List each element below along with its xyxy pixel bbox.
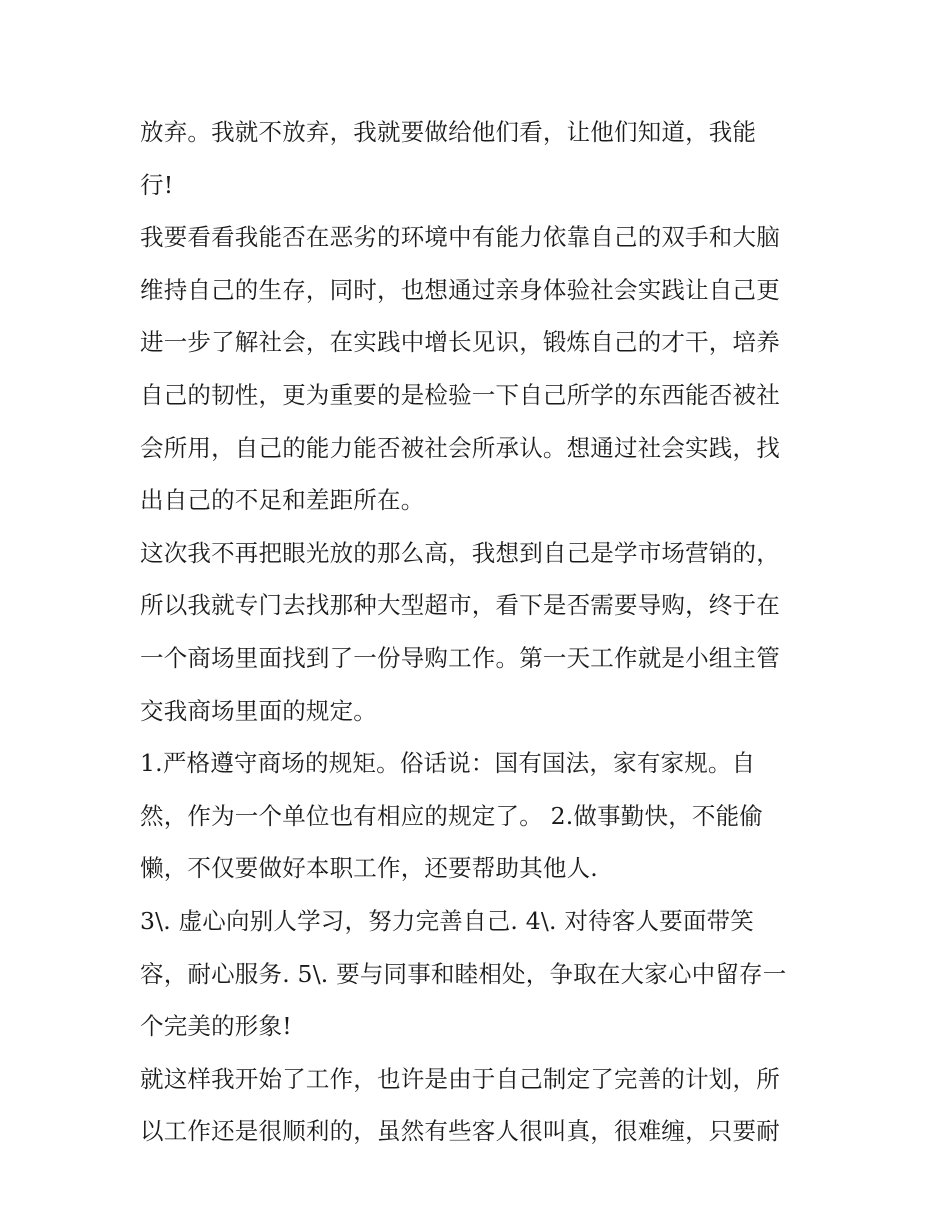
text-line: 这次我不再把眼光放的那么高，我想到自己是学市场营销的， [140,538,780,567]
text-line: 维持自己的生存，同时，也想通过亲身体验社会实践让自己更 [140,275,780,304]
text-line: 自己的韧性，更为重要的是检验一下自己所学的东西能否被社 [140,380,780,409]
text-line: 懒，不仅要做好本职工作，还要帮助其他人. [140,854,598,883]
text-line: 我要看看我能否在恶劣的环境中有能力依靠自己的双手和大脑 [140,223,780,252]
text-line: 1.严格遵守商场的规矩。俗话说：国有国法，家有家规。自 [140,749,756,778]
text-line: 容，耐心服务. 5\. 要与同事和睦相处，争取在大家心中留存一 [140,959,787,988]
text-line: 交我商场里面的规定。 [140,696,377,725]
text-line: 行! [140,170,174,199]
text-line: 就这样我开始了工作，也许是由于自己制定了完善的计划，所 [140,1064,780,1093]
text-line: 一个商场里面找到了一份导购工作。第一天工作就是小组主管 [140,643,780,672]
text-line: 出自己的不足和差距所在。 [140,486,425,515]
text-line: 然，作为一个单位也有相应的规定了。 2.做事勤快，不能偷 [140,801,763,830]
text-line: 放弃。我就不放弃，我就要做给他们看，让他们知道，我能 [140,118,757,146]
text-line: 3\. 虚心向别人学习，努力完善自己. 4\. 对待客人要面带笑 [140,906,754,935]
document-body [140,106,820,1158]
text-line: 进一步了解社会，在实践中增长见识，锻炼自己的才干，培养 [140,328,780,357]
text-line: 以工作还是很顺利的，虽然有些客人很叫真，很难缠，只要耐 [140,1117,780,1146]
text-line: 所以我就专门去找那种大型超市，看下是否需要导购，终于在 [140,591,780,620]
text-line: 个完美的形象! [140,1012,292,1041]
text-line: 会所用，自己的能力能否被社会所承认。想通过社会实践，找 [140,433,780,462]
